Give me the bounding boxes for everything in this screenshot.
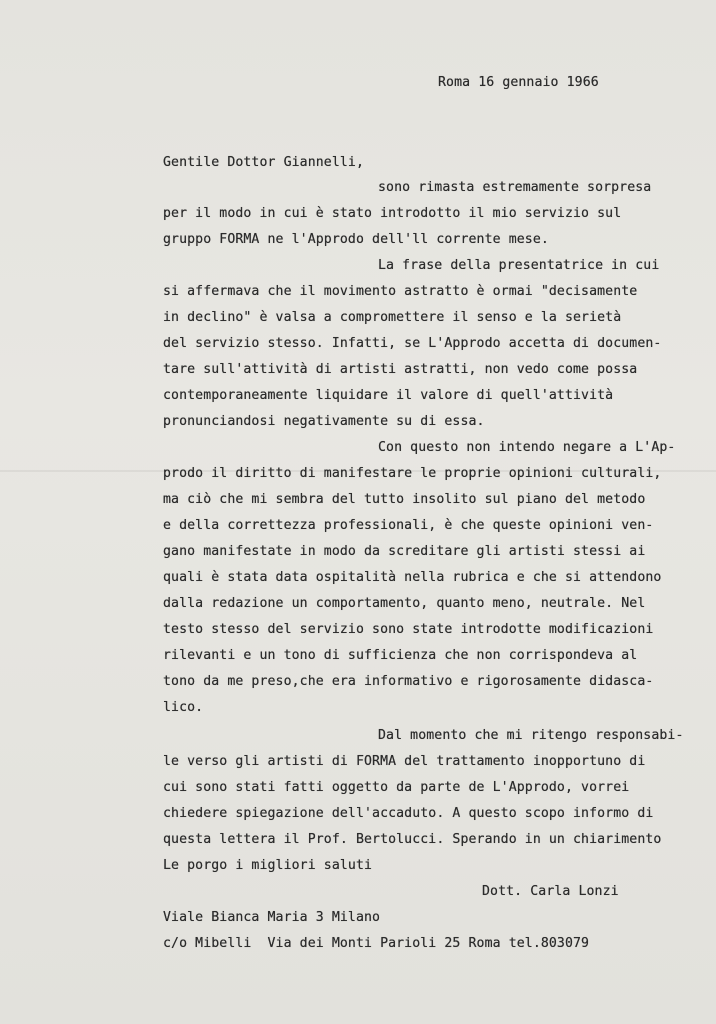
body-line: dalla redazione un comportamento, quanto meno, neutrale. Nel [163, 596, 646, 611]
body-line: per il modo in cui è stato introdotto il mio servizio sul [163, 206, 622, 221]
body-line: sono rimasta estremamente sorpresa [378, 180, 652, 195]
body-line: prodo il diritto di manifestare le proprie opinioni culturali, [163, 466, 662, 481]
signature: Dott. Carla Lonzi [482, 884, 619, 899]
body-line: gruppo FORMA ne l'Approdo dell'll corrente mese. [163, 232, 549, 247]
body-line: chiedere spiegazione dell'accaduto. A questo scopo informo di [163, 806, 654, 821]
body-line: le verso gli artisti di FORMA del trattamento inopportuno di [163, 754, 646, 769]
body-line: rilevanti e un tono di sufficienza che non corrispondeva al [163, 648, 638, 663]
body-line: in declino" è valsa a compromettere il senso e la serietà [163, 310, 622, 325]
body-line: contemporaneamente liquidare il valore di quell'attività [163, 388, 614, 403]
body-line: lico. [163, 700, 204, 715]
body-line: La frase della presentatrice in cui [378, 258, 660, 273]
body-line: tono da me preso,che era informativo e rigorosamente didasca- [163, 674, 654, 689]
sender-address: Viale Bianca Maria 3 Milano [163, 910, 381, 925]
body-line: pronunciandosi negativamente su di essa. [163, 414, 485, 429]
body-line: gano manifestate in modo da screditare gli artisti stessi ai [163, 544, 646, 559]
body-line: Dal momento che mi ritengo responsabi- [378, 728, 684, 743]
letter-date: Roma 16 gennaio 1966 [438, 75, 599, 90]
body-line: e della correttezza professionali, è che queste opinioni ven- [163, 518, 654, 533]
body-line: questa lettera il Prof. Bertolucci. Sperando in un chiarimento [163, 832, 662, 847]
body-line: si affermava che il movimento astratto è ormai "decisamente [163, 284, 638, 299]
body-line: quali è stata data ospitalità nella rubrica e che si attendono [163, 570, 662, 585]
body-line: Con questo non intendo negare a L'Ap- [378, 440, 676, 455]
body-line: ma ciò che mi sembra del tutto insolito sul piano del metodo [163, 492, 646, 507]
closing-line: Le porgo i migliori saluti [163, 858, 373, 873]
sender-address: c/o Mibelli Via dei Monti Parioli 25 Roma tel.803079 [163, 936, 590, 951]
body-line: cui sono stati fatti oggetto da parte de L'Approdo, vorrei [163, 780, 630, 795]
letter-salutation: Gentile Dottor Giannelli, [163, 155, 364, 170]
body-line: del servizio stesso. Infatti, se L'Approdo accetta di documen- [163, 336, 662, 351]
body-line: tare sull'attività di artisti astratti, non vedo come possa [163, 362, 638, 377]
body-line: testo stesso del servizio sono state introdotte modificazioni [163, 622, 654, 637]
